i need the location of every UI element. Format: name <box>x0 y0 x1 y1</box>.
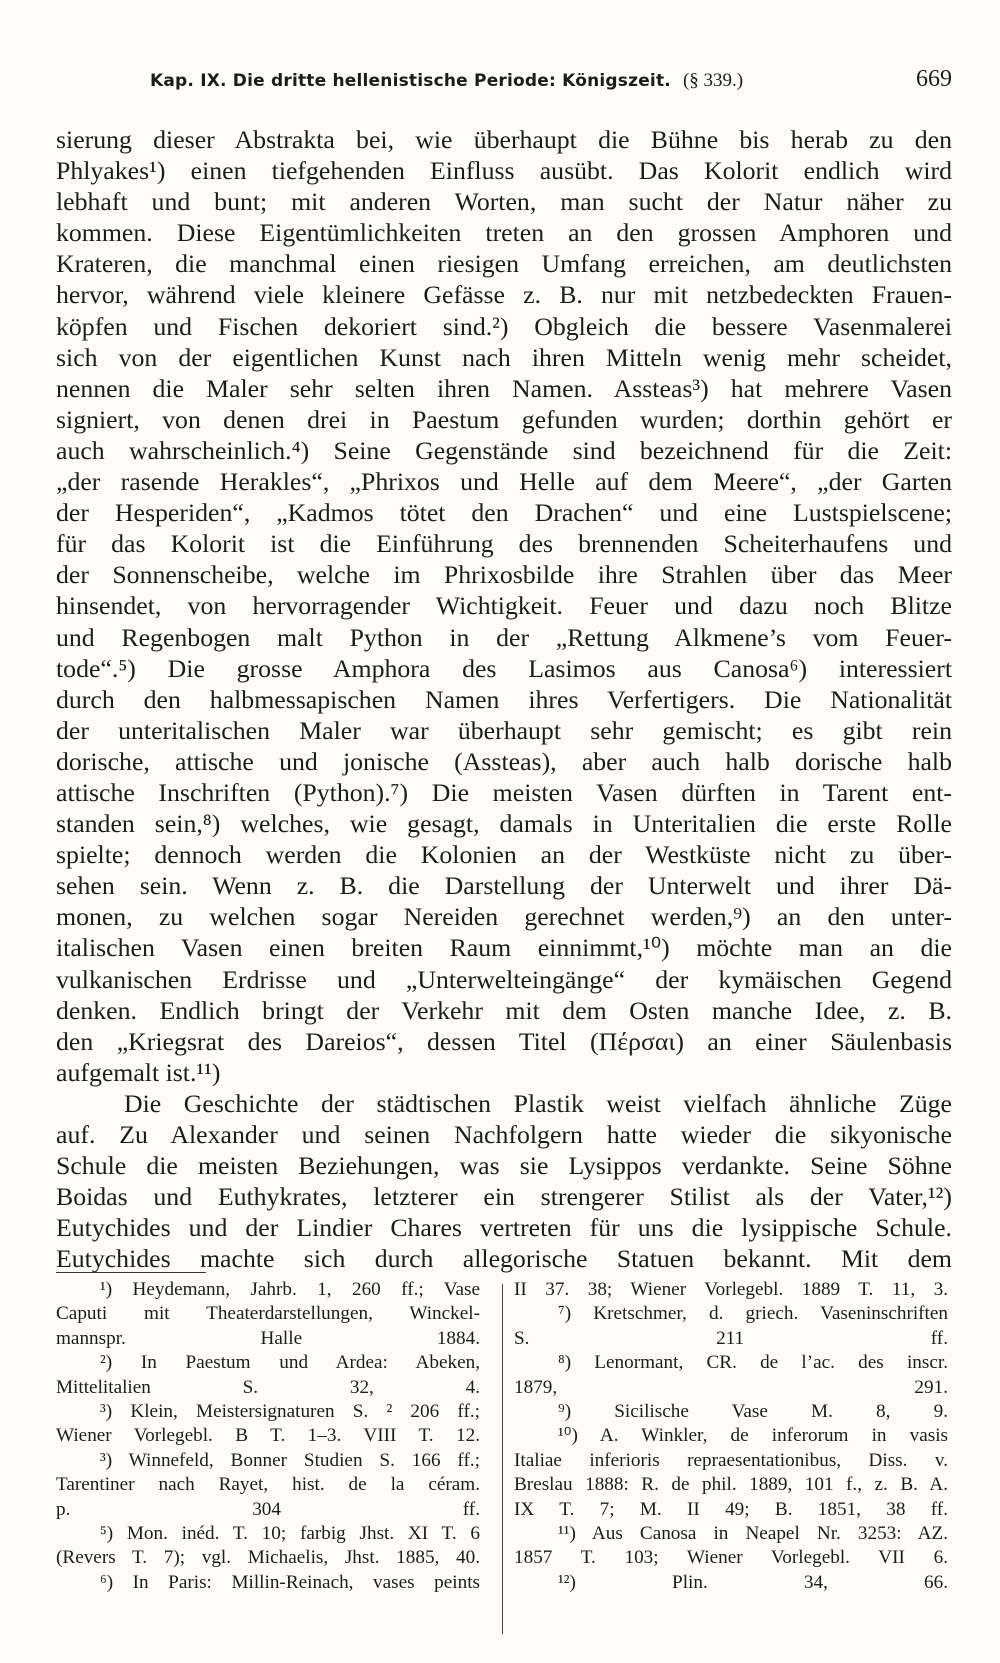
text-line: und Regenbogen malt Python in der „Rettung Alkmene’s vom Feuer- <box>56 622 952 652</box>
text-line: sich von der eigentlichen Kunst nach ihren Mitteln wenig mehr scheidet, <box>56 342 952 372</box>
text-line: vulkanischen Erdrisse und „Unterwelteingänge“ der kymäischen Gegend <box>56 964 952 994</box>
footnote-line: Caputi mit Theaterdarstellungen, Winckel- <box>56 1303 480 1325</box>
text-line: Schule die meisten Beziehungen, was sie Lysippos verdankte. Seine Söhne <box>56 1151 952 1181</box>
text-line: spielte; dennoch werden die Kolonien an der Westküste nicht zu über- <box>56 840 952 870</box>
text-line: den „Kriegsrat des Dareios“, dessen Titel (Πέρσαι) an einer Säulenbasis <box>56 1026 952 1056</box>
footnote-line: S. 211 ff. <box>514 1327 948 1349</box>
text-line: „der rasende Herakles“, „Phrixos und Helle auf dem Meere“, „der Garten <box>56 467 952 497</box>
footnote-line: ¹) Heydemann, Jahrb. 1, 260 ff.; Vase <box>100 1279 480 1300</box>
text-line: Die Geschichte der städtischen Plastik weist vielfach ähnliche Züge <box>124 1088 952 1118</box>
page-number: 669 <box>916 66 952 92</box>
footnote-line: (Revers T. 7); vgl. Michaelis, Jhst. 1885, 40. <box>56 1547 480 1569</box>
footnote-line: ³) Klein, Meistersignaturen S. ² 206 ff.; <box>100 1401 480 1423</box>
text-line: standen sein,⁸) welches, wie gesagt, damals in Unteritalien die erste Rolle <box>56 809 952 839</box>
paragraph-sculpture <box>56 1088 952 1275</box>
footnote-line: ³) Winnefeld, Bonner Studien S. 166 ff.; <box>100 1449 480 1471</box>
text-line: Eutychides machte sich durch allegorische Statuen bekannt. Mit dem <box>56 1244 952 1274</box>
text-line: auf. Zu Alexander und seinen Nachfolgern hatte wieder die sikyonische <box>56 1120 952 1149</box>
footnotes-left-column <box>56 1278 480 1595</box>
text-line: italischen Vasen einen breiten Raum einnimmt,¹⁰) möchte man an die <box>56 933 952 963</box>
text-line: attische Inschriften (Python).⁷) Die meisten Vasen dürften in Tarent ent- <box>56 777 952 807</box>
footnote-line: ¹¹) Aus Canosa in Neapel Nr. 3253: AZ. <box>558 1523 948 1545</box>
footnote-line: Breslau 1888: R. de phil. 1889, 101 f., z. B. A. <box>514 1474 948 1496</box>
text-line: Phlyakes¹) einen tiefgehenden Einfluss ausübt. Das Kolorit endlich wird <box>56 156 952 186</box>
footnote-separator <box>56 1272 206 1273</box>
section-number: (§ 339.) <box>682 70 744 91</box>
footnote-line: 1879, 291. <box>514 1376 948 1398</box>
text-line: hervor, während viele kleinere Gefässe z. B. nur mit netzbedeckten Frauen- <box>56 280 952 310</box>
footnote-line: ¹⁰) A. Winkler, de inferorum in vasis <box>558 1425 948 1447</box>
footnote-line: Italiae inferioris repraesentationibus, Diss. v. <box>514 1449 948 1471</box>
footnote-line: II 37. 38; Wiener Vorlegebl. 1889 T. 11, 3. <box>514 1279 948 1300</box>
footnote-line: ⁵) Mon. inéd. T. 10; farbig Jhst. XI T. 6 <box>100 1523 480 1545</box>
text-line: lebhaft und bunt; mit anderen Worten, man sucht der Natur näher zu <box>56 187 952 217</box>
footnote-line: ¹²) Plin. 34, 66. <box>558 1571 948 1593</box>
paragraph-vase-painting <box>56 124 952 1088</box>
footnote-line: ²) In Paestum und Ardea: Abeken, <box>100 1352 480 1374</box>
text-line: für das Kolorit ist die Einführung des brennenden Scheiterhaufens und <box>56 529 952 559</box>
text-line: dorische, attische und jonische (Assteas), aber auch halb dorische halb <box>56 746 952 776</box>
text-line: nennen die Maler sehr selten ihren Namen. Assteas³) hat mehrere Vasen <box>56 373 952 403</box>
main-text <box>56 124 952 1274</box>
footnote-line: Tarentiner nach Rayet, hist. de la céram. <box>56 1474 480 1496</box>
text-line: durch den halbmessapischen Namen ihres Verfertigers. Die Nationalität <box>56 684 952 714</box>
footnote-line: p. 304 ff. <box>56 1498 480 1520</box>
footnote-line: ⁹) Sicilische Vase M. 8, 9. <box>558 1401 948 1423</box>
text-line: sehen sein. Wenn z. B. die Darstellung der Unterwelt und ihrer Dä- <box>56 871 952 901</box>
footnote-line: Wiener Vorlegebl. B T. 1–3. VIII T. 12. <box>56 1425 480 1447</box>
text-line: der Sonnenscheibe, welche im Phrixosbilde ihre Strahlen über das Meer <box>56 560 952 590</box>
text-line: der unteritalischen Maler war überhaupt sehr gemischt; es gibt rein <box>56 715 952 745</box>
footnote-line: IX T. 7; M. II 49; B. 1851, 38 ff. <box>514 1498 948 1520</box>
text-line: tode“.⁵) Die grosse Amphora des Lasimos aus Canosa⁶) interessiert <box>56 653 952 683</box>
footnote-column-divider <box>502 1284 503 1634</box>
text-line: signiert, von denen drei in Paestum gefunden wurden; dorthin gehört er <box>56 404 952 434</box>
text-line: Krateren, die manchmal einen riesigen Umfang erreichen, am deutlichsten <box>56 249 952 279</box>
text-line: Eutychides und der Lindier Chares vertreten für uns die lysippische Schule. <box>56 1213 952 1243</box>
text-line: denken. Endlich bringt der Verkehr mit dem Osten manche Idee, z. B. <box>56 995 952 1025</box>
text-line: auch wahrscheinlich.⁴) Seine Gegenstände sind bezeichnend für die Zeit: <box>56 435 952 465</box>
text-line: hinsendet, von hervorragender Wichtigkeit. Feuer und dazu noch Blitze <box>56 591 952 621</box>
text-line: kommen. Diese Eigentümlichkeiten treten an den grossen Amphoren und <box>56 218 952 248</box>
text-line: monen, zu welchen sogar Nereiden gerechnet werden,⁹) an den unter- <box>56 902 952 932</box>
chapter-title: Kap. IX. Die dritte hellenistische Periode: Königszeit. <box>150 71 671 91</box>
text-line: der Hesperiden“, „Kadmos tötet den Drachen“ und eine Lustspielscene; <box>56 498 952 528</box>
footnote-line: 1857 T. 103; Wiener Vorlegebl. VII 6. <box>514 1547 948 1569</box>
text-line: köpfen und Fischen dekoriert sind.²) Obgleich die bessere Vasenmalerei <box>56 311 952 341</box>
running-head <box>150 66 952 96</box>
footnote-line: mannspr. Halle 1884. <box>56 1327 480 1349</box>
footnote-line: ⁷) Kretschmer, d. griech. Vaseninschriften <box>558 1303 948 1325</box>
footnote-line: ⁶) In Paris: Millin-Reinach, vases peints <box>100 1571 480 1593</box>
footnote-line: ⁸) Lenormant, CR. de l’ac. des inscr. <box>558 1352 948 1374</box>
text-line: sierung dieser Abstrakta bei, wie überhaupt die Bühne bis herab zu den <box>56 125 952 154</box>
text-line: Boidas und Euthykrates, letzterer ein strengerer Stilist als der Vater,¹²) <box>56 1182 952 1212</box>
text-line: aufgemalt ist.¹¹) <box>56 1057 221 1087</box>
footnotes-right-column <box>514 1278 948 1595</box>
footnote-line: Mittelitalien S. 32, 4. <box>56 1376 480 1398</box>
